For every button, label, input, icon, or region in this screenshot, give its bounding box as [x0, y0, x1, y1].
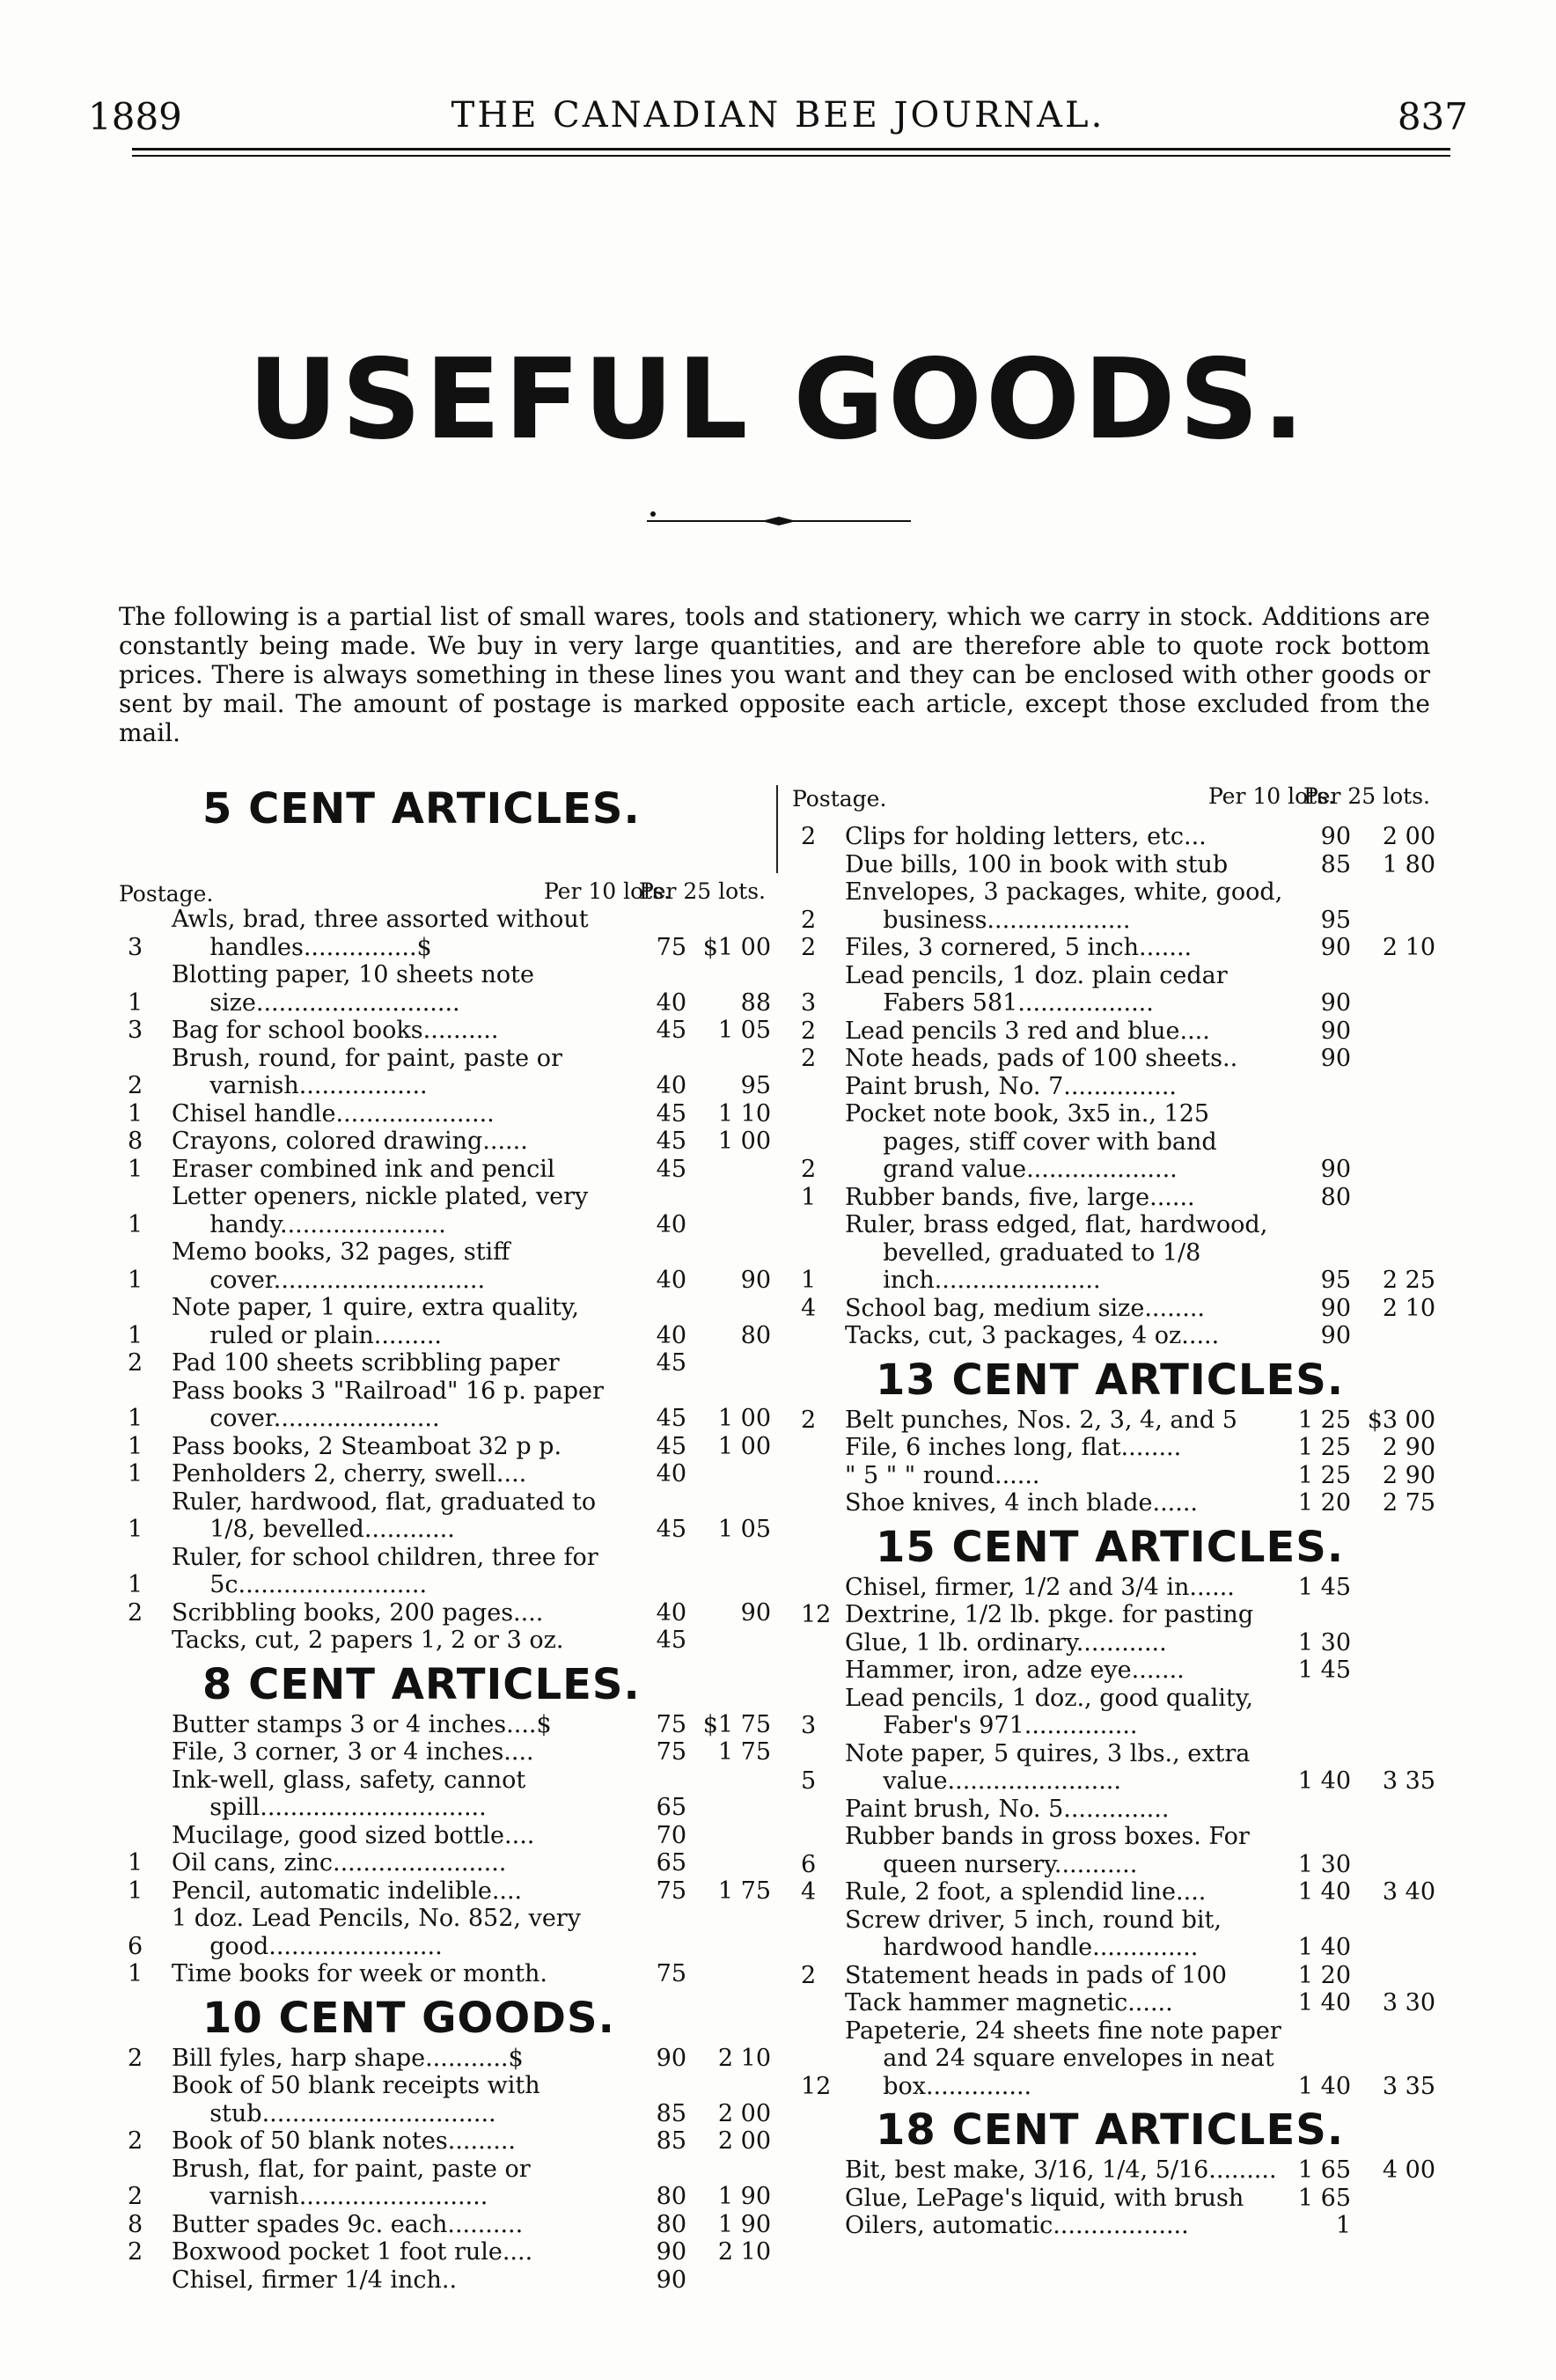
header-journal-title: THE CANADIAN BEE JOURNAL. [451, 95, 1105, 136]
item-postage: 1 [128, 1155, 143, 1183]
list-item [119, 1183, 774, 1238]
item-description: Tack hammer magnetic...... [845, 1989, 1173, 2016]
list-item [119, 1960, 774, 1988]
column-headers [792, 779, 1439, 823]
item-description: Chisel, firmer, 1/2 and 3/4 in...... [845, 1573, 1235, 1601]
item-price-per25: 2 25 [1382, 1267, 1435, 1294]
header-rule-secondary [132, 155, 1450, 157]
item-postage: 3 [801, 1712, 817, 1739]
list-item [792, 1796, 1439, 1824]
item-price-per10: 1 30 [1297, 1850, 1351, 1878]
item-postage: 2 [801, 934, 817, 961]
item-description: Lead pencils, 1 doz., good quality, Faber's 971............... [845, 1684, 1254, 1739]
item-description: Paint brush, No. 5.............. [845, 1795, 1170, 1823]
item-price-per10: 1 25 [1297, 1461, 1351, 1489]
item-postage: 1 [128, 1960, 143, 1987]
list-item [119, 2127, 774, 2156]
item-description: Lead pencils 3 red and blue.... [845, 1017, 1210, 1045]
item-price-per10: 90 [1320, 823, 1351, 850]
item-price-per25: $1 00 [702, 933, 771, 961]
item-description: Bag for school books.......... [172, 1017, 499, 1044]
item-price-per10: 90 [1320, 1322, 1351, 1349]
list-item [119, 1738, 774, 1767]
item-description: Memo books, 32 pages, stiff cover............................ [172, 1238, 510, 1294]
item-description: Files, 3 cornered, 5 inch....... [845, 934, 1193, 961]
item-postage: 8 [128, 1128, 143, 1155]
list-item [792, 1462, 1439, 1490]
item-description: Due bills, 100 in book with stub [845, 850, 1229, 878]
list-item [792, 1906, 1439, 1962]
list-item [119, 1544, 774, 1599]
item-description: Scribbling books, 200 pages.... [172, 1598, 544, 1627]
item-price-per10: 40 [656, 988, 686, 1017]
list-item [792, 1407, 1439, 1435]
item-postage: 1 [128, 1571, 143, 1598]
item-postage: 5 [801, 1767, 817, 1795]
list-item [792, 1656, 1439, 1685]
item-price-per10: 1 25 [1297, 1434, 1351, 1461]
list-item [119, 1627, 774, 1655]
item-price-per10: 40 [656, 1460, 686, 1488]
item-description: Bill fyles, harp shape...........$ [172, 2044, 524, 2072]
postage-header: Postage. [792, 786, 887, 812]
item-price-per10: 45 [656, 1017, 686, 1044]
item-postage: 1 [128, 988, 143, 1017]
list-item [119, 1767, 774, 1822]
list-item [792, 1045, 1439, 1073]
item-postage: 1 [128, 1516, 143, 1543]
list-item [119, 2156, 774, 2211]
list-item [119, 2266, 774, 2295]
item-price-per25: 90 [740, 1598, 771, 1627]
item-postage: 1 [128, 1210, 143, 1238]
section-title: 5 CENT ARTICLES. [202, 784, 641, 834]
item-postage: 2 [801, 1017, 817, 1045]
item-price-per25: 90 [740, 1266, 771, 1294]
item-price-per10: 45 [656, 1155, 686, 1183]
item-price-per10: 80 [1320, 1183, 1351, 1211]
item-price-per10: 1 40 [1297, 1767, 1351, 1795]
item-price-per10: 1 20 [1297, 1489, 1351, 1517]
item-description: Time books for week or month. [172, 1960, 547, 1987]
list-item [792, 2185, 1439, 2213]
list-item [792, 1878, 1439, 1906]
item-description: Butter spades 9c. each.......... [172, 2210, 524, 2238]
item-price-per10: 80 [656, 2183, 686, 2210]
list-item [792, 1629, 1439, 1657]
item-postage: 1 [128, 1321, 143, 1349]
item-description: Letter openers, nickle plated, very handy...................... [172, 1183, 589, 1238]
per10-header: Per 10 lots. [1207, 783, 1335, 809]
item-postage: 3 [128, 933, 143, 961]
item-description: Crayons, colored drawing...... [172, 1128, 528, 1155]
item-description: Pass books, 2 Steamboat 32 p p. [172, 1432, 562, 1460]
item-postage: 3 [128, 1017, 143, 1044]
item-description: Bit, best make, 3/16, 1/4, 5/16......... [845, 2156, 1277, 2184]
item-description: Lead pencils, 1 doz. plain cedar Fabers 581.................. [845, 961, 1228, 1017]
item-postage: 1 [801, 1183, 817, 1211]
item-price-per10: 1 65 [1297, 2184, 1351, 2212]
list-item [119, 1294, 774, 1349]
item-description: Butter stamps 3 or 4 inches....$ [172, 1710, 552, 1738]
list-item [119, 2211, 774, 2239]
list-item [119, 1017, 774, 1045]
item-description: Brush, round, for paint, paste or varnish................. [172, 1044, 562, 1099]
item-description: Screw driver, 5 inch, round bit, hardwood handle.............. [845, 1906, 1222, 1961]
item-price-per10: 65 [656, 1794, 686, 1821]
item-description: Pass books 3 "Railroad" 16 p. paper cover...................... [172, 1377, 604, 1432]
item-description: Pencil, automatic indelible.... [172, 1877, 523, 1905]
item-price-per25: 2 00 [717, 2127, 771, 2155]
item-price-per25: 2 10 [717, 2044, 771, 2072]
item-price-per10: 45 [656, 1405, 686, 1432]
header-year: 1889 [88, 95, 182, 138]
item-price-per10: 75 [656, 933, 686, 961]
item-description: Oilers, automatic.................. [845, 2212, 1189, 2239]
list-item [792, 1601, 1439, 1629]
item-price-per10: 45 [656, 1627, 686, 1654]
item-price-per10: 45 [656, 1432, 686, 1460]
item-price-per10: 1 [1335, 2212, 1351, 2239]
item-postage: 1 [128, 1849, 143, 1877]
list-item [792, 934, 1439, 962]
item-postage: 12 [801, 2072, 832, 2100]
item-price-per25: 1 10 [717, 1099, 771, 1128]
list-item [792, 1740, 1439, 1796]
item-description: Clips for holding letters, etc... [845, 823, 1207, 850]
item-price-per10: 90 [656, 2238, 686, 2266]
list-item [792, 2212, 1439, 2240]
list-item [792, 1073, 1439, 1101]
list-item [119, 1100, 774, 1128]
list-item [119, 1711, 774, 1739]
item-postage: 6 [128, 1932, 143, 1960]
list-item [792, 823, 1439, 851]
list-item [792, 1489, 1439, 1517]
item-price-per25: 1 80 [1382, 850, 1435, 878]
item-price-per10: 45 [656, 1128, 686, 1155]
item-description: Statement heads in pads of 100 [845, 1961, 1227, 1989]
item-postage: 1 [128, 1405, 143, 1432]
header-rule [132, 148, 1450, 151]
item-description: Chisel handle..................... [172, 1099, 495, 1128]
item-price-per10: 40 [656, 1266, 686, 1294]
item-description: Ink-well, glass, safety, cannot spill.............................. [172, 1766, 526, 1821]
list-item [119, 2045, 774, 2073]
item-price-per25: $3 00 [1367, 1406, 1435, 1434]
item-price-per25: 1 75 [717, 1877, 771, 1905]
item-price-per25: 3 35 [1382, 2072, 1435, 2100]
item-price-per10: 90 [656, 2044, 686, 2072]
item-description: File, 3 corner, 3 or 4 inches.... [172, 1738, 534, 1766]
item-price-per25: 2 75 [1382, 1489, 1435, 1517]
item-postage: 1 [128, 1099, 143, 1128]
item-description: Mucilage, good sized bottle.... [172, 1821, 535, 1849]
list-item [792, 2156, 1439, 2185]
item-price-per10: 40 [656, 1072, 686, 1099]
item-price-per25: 2 90 [1382, 1461, 1435, 1489]
item-postage: 2 [801, 1045, 817, 1072]
item-description: Ruler, for school children, three for 5c......................... [172, 1543, 598, 1598]
item-description: Chisel, firmer 1/4 inch.. [172, 2266, 458, 2294]
list-item [119, 2238, 774, 2266]
item-description: Pad 100 sheets scribbling paper [172, 1349, 560, 1377]
page-title: USEFUL GOODS. [247, 334, 1309, 464]
item-postage: 2 [801, 1156, 817, 1183]
list-item [792, 878, 1439, 934]
section-title: 18 CENT ARTICLES. [876, 2105, 1345, 2155]
item-price-per25: 3 35 [1382, 1767, 1435, 1795]
list-item [119, 1460, 774, 1488]
item-price-per25: 1 90 [717, 2210, 771, 2238]
item-price-per25: 88 [740, 988, 771, 1017]
item-description: Awls, brad, three assorted without handles...............$ [172, 906, 589, 961]
item-description: Glue, 1 lb. ordinary............ [845, 1628, 1167, 1656]
list-item [792, 962, 1439, 1017]
item-price-per10: 90 [1320, 989, 1351, 1017]
item-price-per25: 2 00 [1382, 823, 1435, 850]
intro-paragraph: The following is a partial list of small wares, tools and stationery, which we carry in stock. Additions are constantly being made. We buy in very large quantities, and are therefore able to quote rock bottom prices. There is always something in these lines you want and they can be enclosed with other goods or sent by mail. The amount of postage is marked opposite each article, except those excluded from the mail. [119, 602, 1430, 747]
item-description: Note paper, 5 quires, 3 lbs., extra value....................... [845, 1739, 1251, 1795]
item-postage: 1 [801, 1267, 817, 1294]
item-price-per10: 1 40 [1297, 2072, 1351, 2100]
item-description: Paint brush, No. 7............... [845, 1072, 1177, 1100]
item-postage: 2 [128, 2044, 143, 2072]
item-price-per10: 40 [656, 1321, 686, 1349]
item-postage: 2 [801, 1961, 817, 1989]
list-item [119, 1488, 774, 1544]
item-postage: 2 [128, 1598, 143, 1627]
item-description: Envelopes, 3 packages, white, good, business................... [845, 878, 1283, 934]
item-price-per25: 95 [740, 1072, 771, 1099]
item-postage: 12 [801, 1601, 832, 1628]
item-description: 1 doz. Lead Pencils, No. 852, very good....................... [172, 1905, 581, 1960]
item-price-per25: 1 05 [717, 1017, 771, 1044]
item-price-per25: 3 30 [1382, 1989, 1435, 2016]
item-postage: 2 [801, 823, 817, 850]
item-price-per25: 2 10 [1382, 1294, 1435, 1322]
item-description: Belt punches, Nos. 2, 3, 4, and 5 [845, 1406, 1237, 1434]
per10-header: Per 10 lots. [543, 878, 671, 904]
item-description: Dextrine, 1/2 lb. pkge. for pasting [845, 1601, 1254, 1628]
item-description: Rubber bands in gross boxes. For queen nursery........... [845, 1823, 1250, 1878]
item-price-per10: 40 [656, 1210, 686, 1238]
item-price-per10: 1 20 [1297, 1961, 1351, 1989]
item-price-per10: 1 40 [1297, 1878, 1351, 1906]
item-price-per10: 95 [1320, 1267, 1351, 1294]
item-description: Tacks, cut, 2 papers 1, 2 or 3 oz. [172, 1627, 564, 1654]
item-price-per10: 1 30 [1297, 1628, 1351, 1656]
item-price-per10: 1 45 [1297, 1656, 1351, 1684]
list-item [792, 1100, 1439, 1184]
item-price-per10: 85 [1320, 850, 1351, 878]
item-price-per10: 1 45 [1297, 1573, 1351, 1601]
item-description: Hammer, iron, adze eye....... [845, 1656, 1185, 1684]
postage-header: Postage. [119, 881, 214, 907]
item-postage: 2 [128, 1072, 143, 1099]
item-price-per25: 1 75 [717, 1738, 771, 1766]
item-description: Rubber bands, five, large...... [845, 1183, 1195, 1211]
item-description: Brush, flat, for paint, paste or varnish......................... [172, 2155, 531, 2210]
item-postage: 2 [128, 2238, 143, 2266]
page-header [88, 95, 1468, 148]
list-item [119, 1128, 774, 1156]
list-item [792, 1017, 1439, 1046]
list-item [119, 1877, 774, 1906]
item-description: Ruler, hardwood, flat, graduated to 1/8, bevelled............ [172, 1488, 597, 1543]
item-description: Note heads, pads of 100 sheets.. [845, 1045, 1238, 1072]
item-price-per10: 1 25 [1297, 1406, 1351, 1434]
item-price-per10: 90 [1320, 1045, 1351, 1072]
list-item [119, 1822, 774, 1850]
item-price-per25: 1 90 [717, 2183, 771, 2210]
item-postage: 1 [128, 1432, 143, 1460]
item-price-per25: 1 00 [717, 1432, 771, 1460]
item-price-per10: 90 [1320, 1017, 1351, 1045]
item-postage: 8 [128, 2210, 143, 2238]
section-title: 8 CENT ARTICLES. [202, 1659, 641, 1709]
item-description: File, 6 inches long, flat........ [845, 1434, 1182, 1461]
per25-header: Per 25 lots. [1303, 783, 1430, 809]
list-item [119, 1349, 774, 1377]
divider-ornament [642, 511, 915, 528]
item-description: Penholders 2, cherry, swell.... [172, 1460, 527, 1488]
list-item [119, 906, 774, 961]
list-item [792, 1962, 1439, 1990]
item-description: School bag, medium size........ [845, 1294, 1205, 1322]
item-postage: 6 [801, 1850, 817, 1878]
item-price-per10: 45 [656, 1516, 686, 1543]
item-postage: 1 [128, 1460, 143, 1488]
item-price-per10: 70 [656, 1821, 686, 1849]
item-postage: 3 [801, 989, 817, 1017]
item-price-per10: 75 [656, 1960, 686, 1987]
item-postage: 4 [801, 1294, 817, 1322]
list-item [792, 1295, 1439, 1323]
right-column [792, 779, 1439, 2240]
item-description: Oil cans, zinc....................... [172, 1849, 507, 1877]
item-description: Eraser combined ink and pencil [172, 1155, 555, 1183]
list-item [119, 1238, 774, 1294]
column-headers [119, 835, 774, 906]
item-price-per25: 2 10 [1382, 934, 1435, 961]
list-item [792, 851, 1439, 879]
item-price-per25: $1 75 [702, 1710, 771, 1738]
item-price-per10: 90 [1320, 1156, 1351, 1183]
item-price-per25: 2 00 [717, 2099, 771, 2127]
item-price-per10: 1 40 [1297, 1989, 1351, 2016]
list-item [792, 1434, 1439, 1462]
item-price-per10: 65 [656, 1849, 686, 1877]
item-description: Shoe knives, 4 inch blade...... [845, 1489, 1198, 1517]
list-item [119, 1599, 774, 1627]
item-price-per10: 1 65 [1297, 2156, 1351, 2184]
item-postage: 1 [128, 1266, 143, 1294]
list-item [119, 1045, 774, 1100]
item-postage: 2 [801, 1406, 817, 1434]
item-description: Note paper, 1 quire, extra quality, ruled or plain......... [172, 1294, 579, 1349]
item-postage: 2 [128, 2127, 143, 2155]
list-item [119, 961, 774, 1017]
item-postage: 4 [801, 1878, 817, 1906]
item-description: Ruler, brass edged, flat, hardwood, bevelled, graduated to 1/8 inch...................... [845, 1211, 1268, 1294]
section-title: 13 CENT ARTICLES. [876, 1355, 1345, 1405]
item-description: Book of 50 blank notes......... [172, 2127, 516, 2155]
section-title: 10 CENT GOODS. [202, 1993, 615, 2043]
item-price-per10: 75 [656, 1877, 686, 1905]
list-item [792, 2017, 1439, 2101]
item-price-per10: 80 [656, 2210, 686, 2238]
item-description: Rule, 2 foot, a splendid line.... [845, 1878, 1207, 1906]
item-price-per25: 80 [740, 1321, 771, 1349]
item-description: Book of 50 blank receipts with stub............................... [172, 2072, 540, 2127]
item-description: " 5 " " round...... [845, 1461, 1040, 1489]
list-item [119, 2072, 774, 2127]
item-price-per10: 40 [656, 1598, 686, 1627]
item-price-per25: 1 05 [717, 1516, 771, 1543]
header-page-number: 837 [1397, 95, 1468, 138]
item-price-per10: 90 [1320, 934, 1351, 961]
list-item [792, 1184, 1439, 1212]
left-column [119, 779, 774, 2294]
item-price-per25: 1 00 [717, 1128, 771, 1155]
item-description: Pocket note book, 3x5 in., 125 pages, stiff cover with band grand value.................... [845, 1100, 1217, 1183]
list-item [119, 1849, 774, 1877]
item-price-per10: 85 [656, 2099, 686, 2127]
item-price-per10: 90 [1320, 1294, 1351, 1322]
per25-header: Per 25 lots. [638, 878, 766, 904]
item-price-per10: 85 [656, 2127, 686, 2155]
list-item [792, 1211, 1439, 1295]
item-description: Boxwood pocket 1 foot rule.... [172, 2238, 533, 2266]
item-postage: 2 [801, 906, 817, 934]
list-item [792, 1989, 1439, 2017]
list-item [119, 1433, 774, 1461]
item-description: Tacks, cut, 3 packages, 4 oz..... [845, 1322, 1220, 1349]
list-item [792, 1574, 1439, 1602]
item-price-per25: 4 00 [1382, 2156, 1435, 2184]
item-description: Blotting paper, 10 sheets note size........................... [172, 961, 534, 1017]
item-price-per10: 45 [656, 1099, 686, 1128]
item-price-per25: 2 10 [717, 2238, 771, 2266]
section-title: 15 CENT ARTICLES. [876, 1522, 1345, 1572]
item-description: Papeterie, 24 sheets fine note paper and 24 square envelopes in neat box.............. [845, 2016, 1281, 2100]
item-price-per25: 2 90 [1382, 1434, 1435, 1461]
item-postage: 2 [128, 1349, 143, 1377]
item-price-per10: 45 [656, 1349, 686, 1377]
list-item [792, 1322, 1439, 1350]
item-price-per25: 1 00 [717, 1405, 771, 1432]
list-item [119, 1905, 774, 1960]
item-price-per10: 75 [656, 1738, 686, 1766]
column-divider [776, 785, 778, 873]
item-price-per10: 90 [656, 2266, 686, 2294]
list-item [119, 1377, 774, 1433]
item-postage: 2 [128, 2183, 143, 2210]
list-item [119, 1156, 774, 1184]
item-price-per25: 3 40 [1382, 1878, 1435, 1906]
item-price-per10: 95 [1320, 906, 1351, 934]
item-price-per10: 1 40 [1297, 1934, 1351, 1961]
item-postage: 1 [128, 1877, 143, 1905]
list-item [792, 1685, 1439, 1740]
item-price-per10: 75 [656, 1710, 686, 1738]
list-item [792, 1823, 1439, 1878]
item-description: Glue, LePage's liquid, with brush [845, 2184, 1244, 2212]
